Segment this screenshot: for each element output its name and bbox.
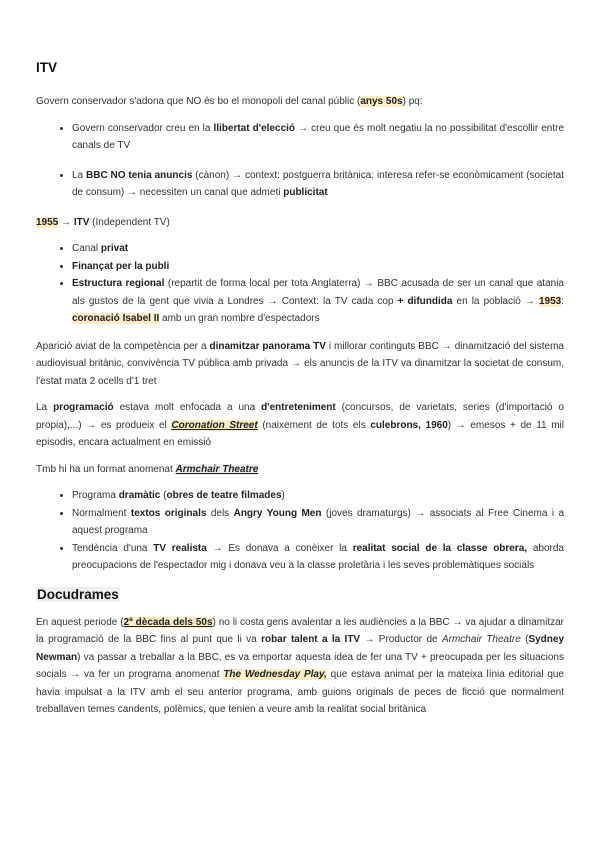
itv-features-list bbox=[36, 240, 564, 328]
list-item: • Canal privat bbox=[72, 240, 564, 258]
list-item: • Tendència d'una TV realista → Es donava a conèixer la realitat social de la classe obrera, aborda preocupacions de l'espectador mig i donava veu a la classe proletària i les seves problemàtiques socials bbox=[72, 540, 564, 575]
armchair-line: Tmb hi ha un format anomenat Armchair Theatre bbox=[36, 463, 259, 475]
show-wednesday-play: The Wednesday Play, bbox=[223, 669, 327, 680]
list-item: • Normalment textos originals dels Angry Young Men (joves dramaturgs) → associats al Free Cinema i a aquest programa bbox=[72, 505, 564, 540]
highlight-decade: 2ª dècada dels 50s bbox=[123, 616, 213, 628]
list-item: • Estructura regional (repartit de forma local per tota Anglaterra) → BBC acusada de ser un canal que atania als gustos de la gent que vivia a Londres → Context: la TV cada cop + difundida en la població → 1953: coronació Isabel II amb un gran nombre d'espectadors bbox=[72, 275, 564, 328]
itv-year-line: 1955 → ITV (Independent TV) bbox=[36, 216, 170, 228]
list-item: • Programa dramàtic (obres de teatre filmades) bbox=[72, 487, 564, 505]
list-item: • La BBC NO tenia anuncis (cànon) → context: postguerra britànica: interesa refer-se econòmicament (societat de consum) → necessiten un canal que admeti publicitat bbox=[72, 167, 564, 202]
show-armchair-theatre: Armchair Theatre bbox=[175, 463, 259, 475]
itv-reasons-list bbox=[36, 120, 564, 202]
docudrames-paragraph: En aquest periode (2ª dècada dels 50s) no li costa gens avalentar a les audiències a la BBC → va ajudar a dinamitzar la programació de la BBC fins al punt que li va robar talent a la ITV → Productor de Armchair Theatre (Sydney Newman) va passar a treballar a la BBC, es va emportar aquesta idea de fer una TV + preocupada per les situacions socials → va fer un programa anomenat The Wednesday Play, que estava animat per la mateixa línia editorial que havia impulsat a la ITV amb el seu anterior programa, amb guions originals de peces de ficció que normalment treballaven temes candents, polèmics, que tenien a veure amb la realitat social britànica bbox=[36, 616, 565, 715]
section-title-itv: ITV bbox=[36, 60, 58, 75]
list-item: • Finançat per la publi bbox=[72, 258, 564, 276]
competition-paragraph: Aparició aviat de la competència per a dinamitzar panorama TV i millorar continguts BBC → dinamització del sistema audiovisual britànic, convivència TV pública amb privada → els anuncis de la ITV va dinamitzar la societat de consum, l'estat mata 2 ocells d'1 tret bbox=[36, 340, 564, 387]
itv-intro-paragraph: Govern conservador s'adona que NO és bo el monopoli del canal públic (anys 50s) pq: bbox=[36, 96, 423, 107]
list-item: • Govern conservador creu en la llibertat d'elecció → creu que és molt negatiu la no possibilitat d'escollir entre canals de TV bbox=[72, 120, 564, 155]
programming-paragraph: La programació estava molt enfocada a una d'entreteniment (concursos, de varietats, series (d'importació o propia),...) → es produeix el Coronation Street (naixement de tots els culebrons, 1960) → emesos + de 11 mil episodis, encara actualment en emissió bbox=[36, 402, 564, 448]
armchair-list bbox=[36, 487, 564, 575]
highlight-year-1953: 1953 bbox=[538, 295, 562, 307]
highlight-years: anys 50s bbox=[360, 96, 403, 107]
highlight-coronation: coronació Isabel II bbox=[72, 313, 160, 324]
highlight-year-1955: 1955 bbox=[36, 216, 59, 228]
section-title-docudrames: Docudrames bbox=[37, 586, 119, 602]
show-coronation-street: Coronation Street bbox=[171, 419, 258, 431]
